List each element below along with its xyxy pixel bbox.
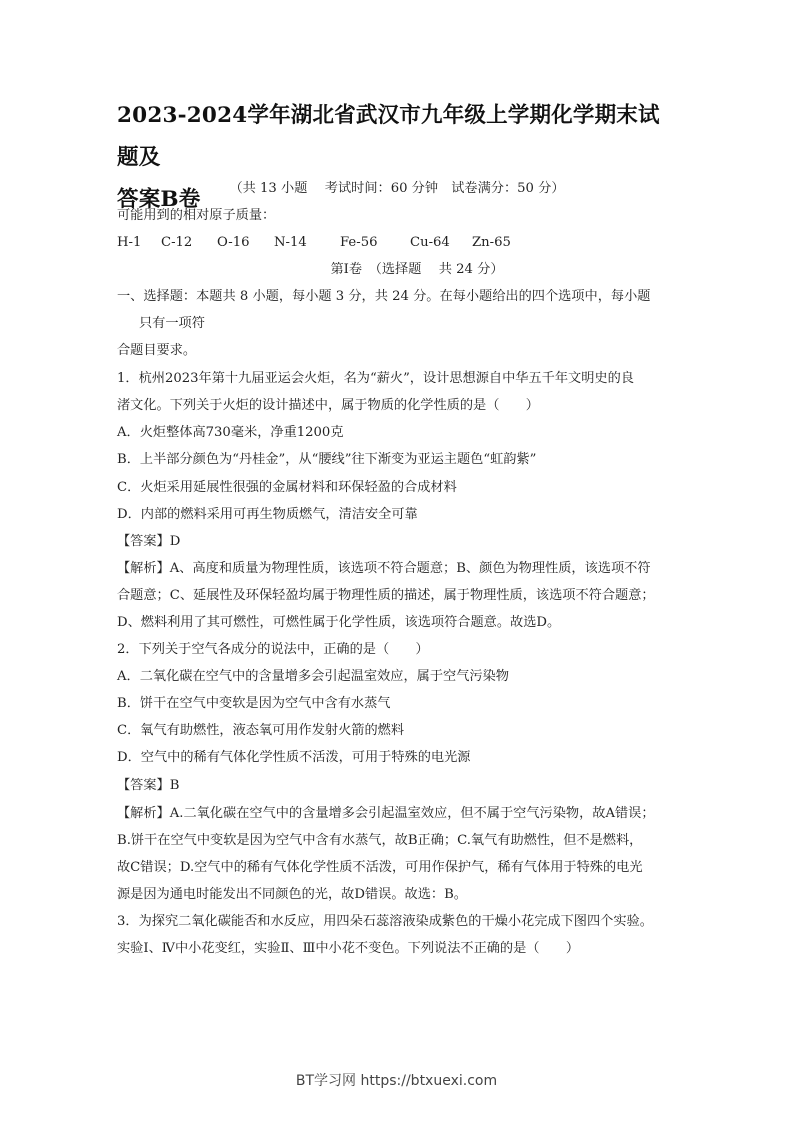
question-1-analysis-line-1: 【解析】A、高度和质量为物理性质，该选项不符合题意；B、颜色为物理性质，该选项不符 <box>117 561 651 576</box>
question-1-option-a: A．火炬整体高730毫米，净重1200克 <box>117 425 344 440</box>
atomic-mass-fe: Fe-56 <box>340 235 378 250</box>
title-line-1: 2023-2024学年湖北省武汉市九年级上学期化学期末试题及 <box>117 103 660 170</box>
question-2-answer: 【答案】B <box>117 778 180 793</box>
question-1-stem-line-2: 渚文化。下列关于火炬的设计描述中，属于物质的化学性质的是（ ） <box>117 398 539 413</box>
question-2-analysis-line-4: 源是因为通电时能发出不同颜色的光，故D错误。故选：B。 <box>117 887 467 902</box>
question-2-option-b: B．饼干在空气中变软是因为空气中含有水蒸气 <box>117 696 391 711</box>
question-3-stem-line-1: 3．为探究二氧化碳能否和水反应，用四朵石蕊溶液染成紫色的干燥小花完成下图四个实验。 <box>117 914 653 929</box>
atomic-mass-c: C-12 <box>161 235 193 250</box>
atomic-mass-zn: Zn-65 <box>472 235 511 250</box>
section-title: 第Ⅰ卷 （选择题 共 24 分） <box>330 262 504 277</box>
question-1-analysis-line-3: D、燃料利用了其可燃性，可燃性属于化学性质，该选项符合题意。故选D。 <box>117 615 561 630</box>
atomic-mass-n: N-14 <box>274 235 307 250</box>
question-1-stem-line-1: 1．杭州2023年第十九届亚运会火炬，名为“薪火”，设计思想源自中华五千年文明史的良 <box>117 371 634 386</box>
question-3-stem-line-2: 实验Ⅰ、Ⅳ中小花变红，实验Ⅱ、Ⅲ中小花不变色。下列说法不正确的是（ ） <box>117 941 580 956</box>
section-intro-line-3: 合题目要求。 <box>117 343 197 358</box>
atomic-mass-cu: Cu-64 <box>410 235 450 250</box>
atomic-mass-h: H-1 <box>117 235 142 250</box>
question-1-analysis-line-2: 合题意；C、延展性及环保轻盈均属于物理性质的描述，属于物理性质，该选项不符合题意； <box>117 588 655 603</box>
question-2-stem-line-1: 2．下列关于空气各成分的说法中，正确的是（ ） <box>117 642 429 657</box>
atomic-mass-label: 可能用到的相对原子质量： <box>117 208 276 223</box>
question-1-option-c: C．火炬采用延展性很强的金属材料和环保轻盈的合成材料 <box>117 480 457 495</box>
question-2-analysis-line-1: 【解析】A.二氧化碳在空气中的含量增多会引起温室效应，但不属于空气污染物，故A错误； <box>117 806 655 821</box>
document-title <box>117 95 677 221</box>
question-1-option-b: B．上半部分颜色为“丹桂金”，从“腰线”往下渐变为亚运主题色“虹韵紫” <box>117 452 537 467</box>
section-intro-line-2: 只有一项符 <box>139 316 205 331</box>
title-line-2: 答案B卷 <box>117 187 201 212</box>
question-2-analysis-line-2: B.饼干在空气中变软是因为空气中含有水蒸气，故B正确；C.氧气有助燃性，但不是燃料， <box>117 833 643 848</box>
question-2-analysis-line-3: 故C错误；D.空气中的稀有气体化学性质不活泼，可用作保护气，稀有气体用于特殊的电光 <box>117 860 643 875</box>
footer-watermark: BT学习网 https://btxuexi.com <box>295 1073 498 1089</box>
section-intro-line-1: 一、选择题：本题共 8 小题，每小题 3 分，共 24 分。在每小题给出的四个选项中，每小题 <box>117 289 651 304</box>
question-2-option-c: C．氧气有助燃性，液态氧可用作发射火箭的燃料 <box>117 723 405 738</box>
atomic-mass-list <box>117 234 677 252</box>
question-1-answer: 【答案】D <box>117 534 181 549</box>
question-2-option-a: A．二氧化碳在空气中的含量增多会引起温室效应，属于空气污染物 <box>117 669 509 684</box>
atomic-mass-o: O-16 <box>217 235 250 250</box>
exam-info: （共 13 小题 考试时间：60 分钟 试卷满分：50 分） <box>229 181 565 196</box>
question-1-option-d: D．内部的燃料采用可再生物质燃气，清洁安全可靠 <box>117 507 418 522</box>
question-2-option-d: D．空气中的稀有气体化学性质不活泼，可用于特殊的电光源 <box>117 750 471 765</box>
